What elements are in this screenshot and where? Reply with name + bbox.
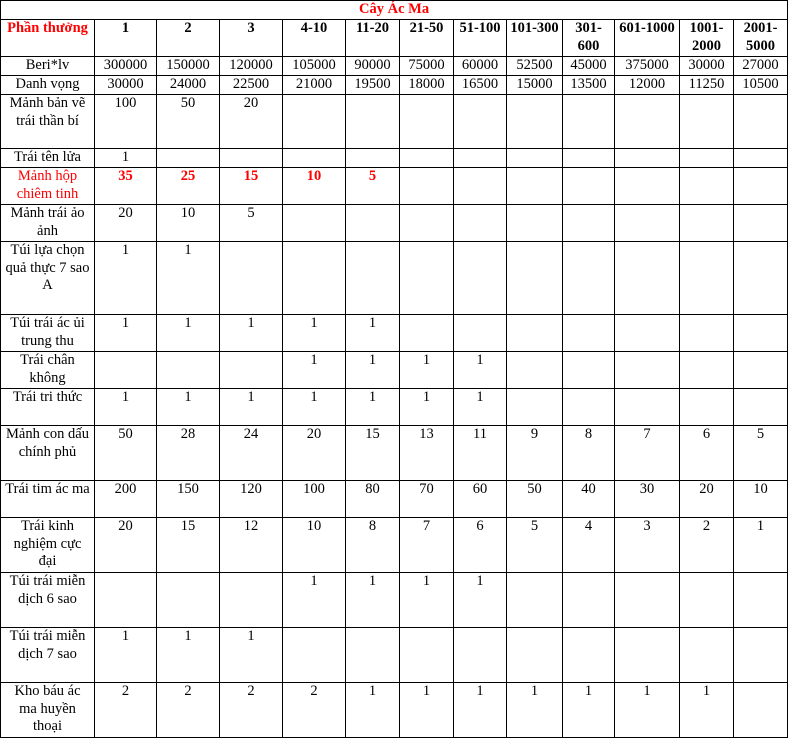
- table-cell: 1: [454, 683, 507, 738]
- table-cell: 1: [346, 352, 400, 389]
- table-cell: [680, 149, 734, 168]
- table-cell: 1: [454, 573, 507, 628]
- table-cell: [734, 205, 788, 242]
- row-label: Mảnh trái ảo ảnh: [1, 205, 95, 242]
- table-cell: 16500: [454, 76, 507, 95]
- table-cell: 2: [157, 683, 220, 738]
- table-cell: [507, 242, 563, 315]
- table-cell: [563, 389, 615, 426]
- table-row: [1, 683, 788, 738]
- table-cell: [680, 242, 734, 315]
- table-cell: 10: [283, 168, 346, 205]
- table-cell: [454, 628, 507, 683]
- table-row: [1, 149, 788, 168]
- table-cell: [454, 168, 507, 205]
- table-row: [1, 481, 788, 518]
- table-cell: [157, 573, 220, 628]
- table-cell: 45000: [563, 57, 615, 76]
- row-label: Mảnh bản vẽ trái thần bí: [1, 95, 95, 149]
- column-header: 11-20: [346, 20, 400, 57]
- table-cell: [507, 352, 563, 389]
- table-cell: [563, 628, 615, 683]
- table-cell: 1: [95, 242, 157, 315]
- table-cell: 50: [95, 426, 157, 481]
- table-cell: [734, 168, 788, 205]
- table-cell: 5: [734, 426, 788, 481]
- table-cell: 1: [157, 628, 220, 683]
- table-cell: [454, 315, 507, 352]
- table-cell: [734, 149, 788, 168]
- table-cell: 1: [680, 683, 734, 738]
- table-cell: 1: [346, 683, 400, 738]
- table-cell: 2: [220, 683, 283, 738]
- table-cell: 105000: [283, 57, 346, 76]
- table-row: [1, 352, 788, 389]
- table-cell: 1: [454, 352, 507, 389]
- table-cell: 1: [346, 389, 400, 426]
- row-label: Túi trái miễn dịch 7 sao: [1, 628, 95, 683]
- table-cell: 5: [346, 168, 400, 205]
- table-cell: 150000: [157, 57, 220, 76]
- table-cell: 11250: [680, 76, 734, 95]
- table-cell: [454, 205, 507, 242]
- column-header: 4-10: [283, 20, 346, 57]
- column-header: 51-100: [454, 20, 507, 57]
- table-cell: [400, 168, 454, 205]
- table-cell: 1: [346, 315, 400, 352]
- table-cell: 1: [283, 389, 346, 426]
- table-cell: [615, 149, 680, 168]
- table-cell: 1: [283, 352, 346, 389]
- table-cell: 375000: [615, 57, 680, 76]
- table-cell: [615, 205, 680, 242]
- table-cell: [507, 95, 563, 149]
- table-cell: 200: [95, 481, 157, 518]
- table-cell: 1: [95, 628, 157, 683]
- table-cell: 18000: [400, 76, 454, 95]
- table-cell: 15: [220, 168, 283, 205]
- table-cell: [615, 628, 680, 683]
- table-cell: [734, 683, 788, 738]
- row-label: Kho báu ác ma huyền thoại: [1, 683, 95, 738]
- table-cell: [157, 149, 220, 168]
- table-cell: [734, 352, 788, 389]
- table-cell: [563, 315, 615, 352]
- table-cell: [346, 242, 400, 315]
- table-cell: 1: [157, 242, 220, 315]
- table-row: [1, 95, 788, 149]
- table-cell: 7: [615, 426, 680, 481]
- row-label: Danh vọng: [1, 76, 95, 95]
- table-cell: [734, 389, 788, 426]
- table-cell: [454, 242, 507, 315]
- table-cell: [220, 242, 283, 315]
- table-cell: [615, 168, 680, 205]
- column-header: 101-300: [507, 20, 563, 57]
- table-cell: [157, 352, 220, 389]
- table-cell: 35: [95, 168, 157, 205]
- table-cell: [507, 315, 563, 352]
- table-cell: [400, 242, 454, 315]
- table-cell: 21000: [283, 76, 346, 95]
- row-label: Túi lựa chọn quả thực 7 sao A: [1, 242, 95, 315]
- table-cell: 4: [563, 518, 615, 573]
- table-row: [1, 628, 788, 683]
- column-header: 1001-2000: [680, 20, 734, 57]
- table-cell: [454, 149, 507, 168]
- table-cell: 1: [734, 518, 788, 573]
- table-row: [1, 242, 788, 315]
- table-cell: 40: [563, 481, 615, 518]
- table-cell: 1: [95, 315, 157, 352]
- table-cell: 13500: [563, 76, 615, 95]
- row-label: Trái tri thức: [1, 389, 95, 426]
- table-row: [1, 426, 788, 481]
- table-cell: 27000: [734, 57, 788, 76]
- table-cell: 1: [220, 628, 283, 683]
- table-cell: 19500: [346, 76, 400, 95]
- table-cell: [220, 352, 283, 389]
- table-cell: 30000: [680, 57, 734, 76]
- table-cell: 10: [283, 518, 346, 573]
- table-cell: [507, 628, 563, 683]
- table-cell: 1: [507, 683, 563, 738]
- table-cell: [615, 352, 680, 389]
- table-cell: 25: [157, 168, 220, 205]
- table-cell: 11: [454, 426, 507, 481]
- table-cell: 1: [283, 573, 346, 628]
- table-cell: 1: [400, 389, 454, 426]
- table-cell: [563, 168, 615, 205]
- table-cell: [400, 95, 454, 149]
- table-cell: 8: [346, 518, 400, 573]
- column-header: 601-1000: [615, 20, 680, 57]
- table-cell: 5: [507, 518, 563, 573]
- table-cell: 120000: [220, 57, 283, 76]
- table-cell: [680, 205, 734, 242]
- table-cell: 2: [283, 683, 346, 738]
- table-cell: 30: [615, 481, 680, 518]
- table-cell: [680, 389, 734, 426]
- table-cell: 100: [283, 481, 346, 518]
- table-cell: [283, 628, 346, 683]
- table-cell: [680, 352, 734, 389]
- table-cell: 1: [283, 315, 346, 352]
- table-cell: 1: [95, 389, 157, 426]
- table-cell: 20: [283, 426, 346, 481]
- table-cell: [95, 573, 157, 628]
- table-cell: [283, 242, 346, 315]
- table-cell: [283, 95, 346, 149]
- row-label: Túi trái miễn dịch 6 sao: [1, 573, 95, 628]
- table-cell: 50: [507, 481, 563, 518]
- row-label: Trái tim ác ma: [1, 481, 95, 518]
- table-cell: 1: [95, 149, 157, 168]
- table-cell: 3: [615, 518, 680, 573]
- table-cell: [734, 315, 788, 352]
- table-cell: 70: [400, 481, 454, 518]
- table-cell: 120: [220, 481, 283, 518]
- table-cell: 20: [220, 95, 283, 149]
- row-label: Mảnh hộp chiêm tinh: [1, 168, 95, 205]
- table-cell: [680, 573, 734, 628]
- table-cell: 100: [95, 95, 157, 149]
- table-cell: [734, 628, 788, 683]
- header-row: [1, 20, 788, 57]
- table-cell: [615, 315, 680, 352]
- table-cell: 30000: [95, 76, 157, 95]
- table-cell: [346, 205, 400, 242]
- table-row: [1, 518, 788, 573]
- table-cell: 15000: [507, 76, 563, 95]
- table-cell: [454, 95, 507, 149]
- table-cell: [400, 628, 454, 683]
- table-cell: [734, 242, 788, 315]
- title-row: [1, 1, 788, 20]
- table-cell: [507, 168, 563, 205]
- table-cell: 20: [95, 205, 157, 242]
- table-cell: 20: [95, 518, 157, 573]
- table-row: [1, 76, 788, 95]
- table-cell: 15: [346, 426, 400, 481]
- table-cell: [220, 149, 283, 168]
- table-cell: 10: [734, 481, 788, 518]
- table-cell: 24: [220, 426, 283, 481]
- table-cell: 12: [220, 518, 283, 573]
- table-cell: [680, 315, 734, 352]
- table-cell: [680, 95, 734, 149]
- table-row: [1, 389, 788, 426]
- table-cell: 12000: [615, 76, 680, 95]
- table-cell: 10: [157, 205, 220, 242]
- row-label: Beri*lv: [1, 57, 95, 76]
- table-cell: 300000: [95, 57, 157, 76]
- table-cell: [563, 205, 615, 242]
- table-cell: [615, 95, 680, 149]
- table-row: [1, 168, 788, 205]
- table-row: [1, 205, 788, 242]
- table-cell: [563, 95, 615, 149]
- table-cell: [680, 168, 734, 205]
- table-cell: 60000: [454, 57, 507, 76]
- row-label: Trái kinh nghiệm cực đại: [1, 518, 95, 573]
- row-label: Mảnh con dấu chính phủ: [1, 426, 95, 481]
- table-cell: 2: [680, 518, 734, 573]
- table-cell: 1: [454, 389, 507, 426]
- table-cell: 13: [400, 426, 454, 481]
- table-cell: [563, 242, 615, 315]
- table-cell: [400, 149, 454, 168]
- row-label: Trái tên lửa: [1, 149, 95, 168]
- table-cell: 5: [220, 205, 283, 242]
- table-row: [1, 573, 788, 628]
- table-cell: [400, 315, 454, 352]
- table-cell: [400, 205, 454, 242]
- table-row: [1, 315, 788, 352]
- table-cell: 1: [157, 389, 220, 426]
- table-cell: [346, 628, 400, 683]
- column-header: 3: [220, 20, 283, 57]
- table-cell: [734, 95, 788, 149]
- table-cell: [615, 242, 680, 315]
- table-cell: 1: [220, 315, 283, 352]
- table-cell: 75000: [400, 57, 454, 76]
- table-cell: [507, 573, 563, 628]
- table-cell: 20: [680, 481, 734, 518]
- column-header: 2: [157, 20, 220, 57]
- table-cell: 1: [346, 573, 400, 628]
- table-cell: [95, 352, 157, 389]
- table-cell: [615, 389, 680, 426]
- row-label: Trái chân không: [1, 352, 95, 389]
- header-label: Phần thưởng: [1, 20, 95, 57]
- table-cell: 24000: [157, 76, 220, 95]
- table-cell: [220, 573, 283, 628]
- table-cell: [680, 628, 734, 683]
- table-cell: 1: [157, 315, 220, 352]
- table-title: Cây Ác Ma: [1, 1, 788, 20]
- table-cell: [563, 573, 615, 628]
- table-cell: 6: [680, 426, 734, 481]
- table-cell: [507, 149, 563, 168]
- table-row: [1, 57, 788, 76]
- table-cell: 60: [454, 481, 507, 518]
- table-cell: 1: [563, 683, 615, 738]
- table-cell: [734, 573, 788, 628]
- table-cell: 1: [220, 389, 283, 426]
- table-cell: [346, 95, 400, 149]
- table-cell: [563, 352, 615, 389]
- column-header: 2001-5000: [734, 20, 788, 57]
- table-cell: 2: [95, 683, 157, 738]
- table-cell: [283, 149, 346, 168]
- table-cell: 9: [507, 426, 563, 481]
- column-header: 21-50: [400, 20, 454, 57]
- table-cell: [283, 205, 346, 242]
- table-cell: 52500: [507, 57, 563, 76]
- column-header: 1: [95, 20, 157, 57]
- table-cell: 1: [400, 352, 454, 389]
- table-cell: 1: [400, 683, 454, 738]
- table-cell: 50: [157, 95, 220, 149]
- column-header: 301-600: [563, 20, 615, 57]
- table-cell: [615, 573, 680, 628]
- table-cell: 80: [346, 481, 400, 518]
- table-body: [1, 1, 788, 738]
- table-cell: 1: [615, 683, 680, 738]
- table-cell: 7: [400, 518, 454, 573]
- table-cell: [346, 149, 400, 168]
- table-cell: 10500: [734, 76, 788, 95]
- table-cell: 150: [157, 481, 220, 518]
- row-label: Túi trái ác ủi trung thu: [1, 315, 95, 352]
- table-cell: [507, 205, 563, 242]
- table-cell: 1: [400, 573, 454, 628]
- table-cell: 28: [157, 426, 220, 481]
- table-cell: 90000: [346, 57, 400, 76]
- table-cell: 22500: [220, 76, 283, 95]
- table-cell: 15: [157, 518, 220, 573]
- table-cell: [507, 389, 563, 426]
- table-cell: [563, 149, 615, 168]
- table-cell: 6: [454, 518, 507, 573]
- table-cell: 8: [563, 426, 615, 481]
